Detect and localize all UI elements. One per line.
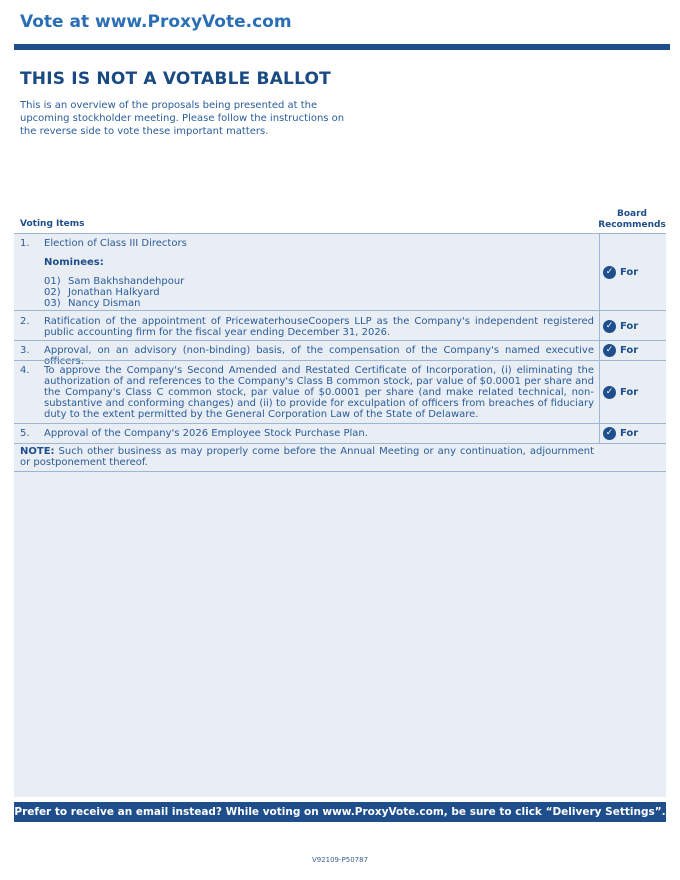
recommendation [603,386,638,399]
note-divider [14,471,666,472]
vote-url-heading: Vote at www.ProxyVote.com [20,12,292,32]
item-text: Ratification of the appointment of PricewaterhouseCoopers LLP as the Company's independent registered public accounting firm for the fiscal year ending December 31, 2026. [44,316,594,338]
note-label: NOTE: [20,446,55,457]
item-number: 3. [20,345,30,356]
table-divider [14,443,666,444]
nominee-item [44,298,184,309]
board-recommends-header [598,209,666,231]
recommendation-label: For [620,428,639,439]
recommendation-label: For [620,267,639,278]
nominee-number: 02) [44,287,61,298]
voting-item-row [14,310,666,341]
recommendation-label: For [620,345,639,356]
board-header-line: Recommends [598,220,666,230]
nominee-number: 03) [44,298,61,309]
item-text: Approval of the Company's 2026 Employee Stock Purchase Plan. [44,428,368,439]
nominees-label: Nominees: [44,257,104,268]
item-number: 5. [20,428,30,439]
voting-item-row [14,423,666,444]
voting-item-row [14,360,666,424]
check-circle-icon: ✓ [603,344,616,357]
nominee-number: 01) [44,276,61,287]
document-code: V92109-P50787 [311,856,369,864]
check-circle-icon: ✓ [603,386,616,399]
voting-item-row [14,340,666,367]
intro-line: This is an overview of the proposals being presented at the [20,100,318,111]
item-text: To approve the Company's Second Amended and Restated Certificate of Incorporation, (i) eliminating the authorization of and references to the Company's Class B common stock, par value of $0.0001 per share and the Company's Class C common stock, par value of $0.0001 per share (and make related technical, non-substantive and conforming changes) and (ii) to provide for exculpation of officers from breaches of fiduciary duty to the extent permitted by the General Corporation Law of the State of Delaware. [44,365,594,420]
voting-items-header: Voting Items [20,219,85,229]
item-text: Election of Class III Directors [44,238,187,249]
recommendation-label: For [620,387,639,398]
nominee-item [44,276,184,287]
intro-line: upcoming stockholder meeting. Please follow the instructions on [20,113,345,124]
check-circle-icon: ✓ [603,320,616,333]
nominee-item [44,287,184,298]
board-header-line: Board [617,209,647,219]
nominee-name: Sam Bakhshandehpour [68,276,185,287]
item-number: 4. [20,365,30,376]
check-circle-icon: ✓ [603,266,616,279]
intro-text [20,99,350,138]
note-text [20,446,594,468]
item-number: 2. [20,316,30,327]
recommendation [603,427,638,440]
nominee-name: Jonathan Halkyard [68,287,160,298]
voting-item-row [14,233,666,311]
nominee-name: Nancy Disman [68,298,141,309]
recommendation [603,320,638,333]
item-text: Approval, on an advisory (non-binding) basis, of the compensation of the Company's named executive officers. [44,345,594,367]
note-body: Such other business as may properly come before the Annual Meeting or any continuation, adjournment or postponement thereof. [20,446,594,468]
top-divider [14,44,670,50]
item-number: 1. [20,238,30,249]
page-title: THIS IS NOT A VOTABLE BALLOT [20,69,331,89]
recommendation [603,344,638,357]
nominee-list [44,276,184,309]
check-circle-icon: ✓ [603,427,616,440]
delivery-settings-banner: Prefer to receive an email instead? While voting on www.ProxyVote.com, be sure to click “Delivery Settings”. [14,802,666,822]
intro-line: the reverse side to vote these important matters. [20,126,269,137]
recommendation [603,266,638,279]
recommendation-label: For [620,321,639,332]
